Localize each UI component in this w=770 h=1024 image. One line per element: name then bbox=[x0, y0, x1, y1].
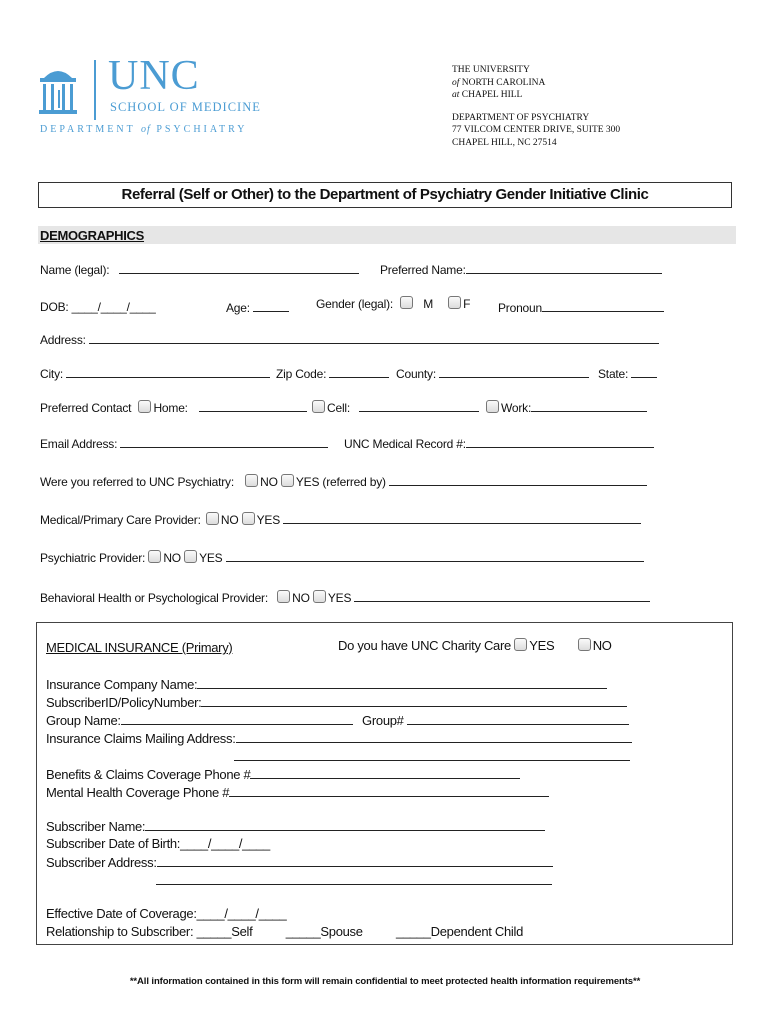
dob-label: DOB: ____/____/____ bbox=[40, 300, 156, 314]
name-legal-field[interactable] bbox=[119, 262, 359, 274]
group-name-field[interactable] bbox=[121, 712, 353, 725]
insurance-company-label: Insurance Company Name: bbox=[46, 677, 198, 692]
gender-f-label: F bbox=[463, 297, 471, 311]
mrn-field[interactable] bbox=[466, 436, 654, 448]
group-name-label: Group Name: bbox=[46, 713, 121, 728]
name-legal-row bbox=[40, 262, 359, 277]
medical-provider-yes-label: YES bbox=[256, 513, 281, 527]
psych-provider-label: Psychiatric Provider: bbox=[40, 551, 146, 565]
university-address: THE UNIVERSITY of NORTH CAROLINA at CHAPEL HILL DEPARTMENT OF PSYCHIATRY 77 VILCOM CENTER DRIVE, SUITE 300 CHAPEL HILL, NC 27514 bbox=[452, 65, 621, 148]
behavioral-provider-label: Behavioral Health or Psychological Provider: bbox=[40, 591, 268, 605]
pronoun-field[interactable] bbox=[542, 300, 664, 312]
age-label: Age: bbox=[226, 301, 250, 315]
medical-provider-field[interactable] bbox=[283, 512, 641, 524]
subscriber-address-row bbox=[46, 854, 553, 870]
work-phone-field[interactable] bbox=[531, 400, 647, 412]
claims-address-row bbox=[46, 730, 632, 746]
dob-field[interactable] bbox=[40, 300, 156, 314]
work-checkbox[interactable] bbox=[486, 400, 499, 413]
psych-provider-yes-checkbox[interactable] bbox=[184, 550, 197, 563]
group-name-row bbox=[46, 712, 629, 728]
state-row bbox=[598, 366, 657, 381]
referred-no-checkbox[interactable] bbox=[245, 474, 258, 487]
logo-divider bbox=[94, 60, 96, 120]
logo-unc-text: UNC bbox=[108, 53, 200, 99]
subscriber-id-row bbox=[46, 694, 627, 710]
work-row bbox=[486, 400, 647, 415]
behavioral-no-checkbox[interactable] bbox=[277, 590, 290, 603]
charity-care-label: Do you have UNC Charity Care bbox=[338, 638, 511, 653]
logo-department-text: DEPARTMENT of PSYCHIATRY bbox=[40, 124, 248, 135]
age-field[interactable] bbox=[253, 300, 289, 312]
gender-m-checkbox[interactable] bbox=[400, 296, 413, 309]
medical-provider-no-checkbox[interactable] bbox=[206, 512, 219, 525]
zip-field[interactable] bbox=[329, 366, 389, 378]
relationship-child-option[interactable]: _____Dependent Child bbox=[396, 924, 524, 939]
insurance-company-row bbox=[46, 676, 607, 692]
psych-provider-field[interactable] bbox=[226, 550, 644, 562]
preferred-name-label: Preferred Name: bbox=[380, 263, 466, 277]
email-field[interactable] bbox=[120, 436, 328, 448]
name-legal-label: Name (legal): bbox=[40, 263, 110, 277]
cell-phone-field[interactable] bbox=[359, 400, 479, 412]
psych-provider-no-checkbox[interactable] bbox=[148, 550, 161, 563]
city-row bbox=[40, 366, 270, 381]
charity-no-label: NO bbox=[592, 638, 612, 653]
claims-address-line2 bbox=[234, 748, 630, 764]
pronoun-label: Pronoun bbox=[498, 301, 542, 315]
mh-phone-field[interactable] bbox=[229, 784, 549, 797]
subscriber-id-label: SubscriberID/PolicyNumber: bbox=[46, 695, 202, 710]
logo-school-text: SCHOOL OF MEDICINE bbox=[110, 100, 261, 114]
form-title: Referral (Self or Other) to the Department of Psychiatry Gender Initiative Clinic bbox=[121, 186, 649, 203]
old-well-icon bbox=[38, 64, 78, 120]
insurance-company-field[interactable] bbox=[197, 676, 607, 689]
work-label: Work: bbox=[501, 401, 532, 415]
home-label: Home: bbox=[153, 401, 188, 415]
subscriber-dob-label: Subscriber Date of Birth:____/____/____ bbox=[46, 836, 270, 851]
relationship-self-option[interactable]: _____Self bbox=[196, 924, 253, 939]
group-number-label: Group# bbox=[362, 713, 404, 728]
gender-m-label: M bbox=[423, 297, 433, 311]
state-label: State: bbox=[598, 367, 629, 381]
referred-by-field[interactable] bbox=[389, 474, 647, 486]
benefits-phone-label: Benefits & Claims Coverage Phone # bbox=[46, 767, 251, 782]
county-field[interactable] bbox=[439, 366, 589, 378]
behavioral-yes-label: YES bbox=[327, 591, 352, 605]
group-number-field[interactable] bbox=[407, 712, 629, 725]
referred-row bbox=[40, 474, 647, 489]
address-label: Address: bbox=[40, 333, 86, 347]
effective-date-label: Effective Date of Coverage:____/____/____ bbox=[46, 906, 287, 921]
subscriber-address-label: Subscriber Address: bbox=[46, 855, 157, 870]
benefits-phone-row bbox=[46, 766, 520, 782]
effective-date-field[interactable] bbox=[46, 906, 286, 921]
subscriber-address-field[interactable] bbox=[157, 854, 553, 867]
cell-row bbox=[312, 400, 479, 415]
zip-row bbox=[276, 366, 389, 381]
confidentiality-note: **All information contained in this form will remain confidential to meet protected health information requirements** bbox=[129, 976, 641, 987]
demographics-heading: DEMOGRAPHICS bbox=[40, 228, 145, 243]
email-row bbox=[40, 436, 328, 451]
subscriber-name-field[interactable] bbox=[145, 818, 545, 831]
subscriber-address-line2 bbox=[156, 872, 552, 888]
subscriber-dob-field[interactable] bbox=[46, 836, 270, 851]
address-row bbox=[40, 332, 659, 347]
mh-phone-row bbox=[46, 784, 549, 800]
charity-care-row bbox=[338, 638, 612, 653]
claims-address-field[interactable] bbox=[236, 730, 632, 743]
relationship-row bbox=[46, 924, 523, 939]
psych-provider-yes-label: YES bbox=[199, 551, 223, 565]
claims-address-field-2[interactable] bbox=[234, 748, 630, 761]
age-row bbox=[226, 300, 289, 315]
email-label: Email Address: bbox=[40, 437, 118, 451]
mh-phone-label: Mental Health Coverage Phone # bbox=[46, 785, 230, 800]
preferred-contact-row bbox=[40, 400, 307, 415]
psych-provider-no-label: NO bbox=[163, 551, 181, 565]
gender-f-checkbox[interactable] bbox=[448, 296, 461, 309]
gender-label: Gender (legal): bbox=[316, 297, 394, 311]
medical-provider-label: Medical/Primary Care Provider: bbox=[40, 513, 201, 527]
preferred-name-field[interactable] bbox=[466, 262, 662, 274]
address-field[interactable] bbox=[89, 332, 659, 344]
relationship-spouse-option[interactable]: _____Spouse bbox=[285, 924, 363, 939]
charity-yes-checkbox[interactable] bbox=[514, 638, 527, 651]
city-label: City: bbox=[40, 367, 64, 381]
behavioral-provider-field[interactable] bbox=[354, 590, 650, 602]
gender-row bbox=[316, 296, 470, 311]
form-title-box bbox=[38, 182, 732, 208]
subscriber-address-field-2[interactable] bbox=[156, 872, 552, 885]
insurance-heading: MEDICAL INSURANCE (Primary) bbox=[46, 640, 233, 655]
benefits-phone-field[interactable] bbox=[250, 766, 520, 779]
unc-logo bbox=[38, 53, 278, 140]
subscriber-id-field[interactable] bbox=[201, 694, 627, 707]
home-phone-field[interactable] bbox=[199, 400, 307, 412]
claims-address-label: Insurance Claims Mailing Address: bbox=[46, 731, 236, 746]
mrn-row bbox=[344, 436, 654, 451]
referred-yes-label: YES (referred by) bbox=[295, 475, 386, 489]
behavioral-yes-checkbox[interactable] bbox=[313, 590, 326, 603]
charity-yes-label: YES bbox=[529, 638, 555, 653]
medical-provider-row bbox=[40, 512, 641, 527]
relationship-label: Relationship to Subscriber: bbox=[46, 924, 194, 939]
medical-provider-yes-checkbox[interactable] bbox=[242, 512, 255, 525]
state-field[interactable] bbox=[631, 366, 657, 378]
psych-provider-row bbox=[40, 550, 644, 565]
mrn-label: UNC Medical Record #: bbox=[344, 437, 466, 451]
zip-label: Zip Code: bbox=[276, 367, 327, 381]
charity-no-checkbox[interactable] bbox=[578, 638, 591, 651]
county-label: County: bbox=[396, 367, 436, 381]
referred-yes-checkbox[interactable] bbox=[281, 474, 294, 487]
preferred-contact-label: Preferred Contact bbox=[40, 401, 132, 415]
behavioral-no-label: NO bbox=[292, 591, 310, 605]
pronoun-row bbox=[498, 300, 664, 315]
subscriber-name-row bbox=[46, 818, 545, 834]
cell-label: Cell: bbox=[327, 401, 351, 415]
referred-no-label: NO bbox=[260, 475, 278, 489]
cell-checkbox[interactable] bbox=[312, 400, 325, 413]
referred-label: Were you referred to UNC Psychiatry: bbox=[40, 475, 234, 489]
county-row bbox=[396, 366, 589, 381]
preferred-name-row bbox=[380, 262, 662, 277]
behavioral-provider-row bbox=[40, 590, 650, 605]
medical-provider-no-label: NO bbox=[220, 513, 239, 527]
subscriber-name-label: Subscriber Name: bbox=[46, 819, 146, 834]
city-field[interactable] bbox=[66, 366, 270, 378]
home-checkbox[interactable] bbox=[138, 400, 151, 413]
